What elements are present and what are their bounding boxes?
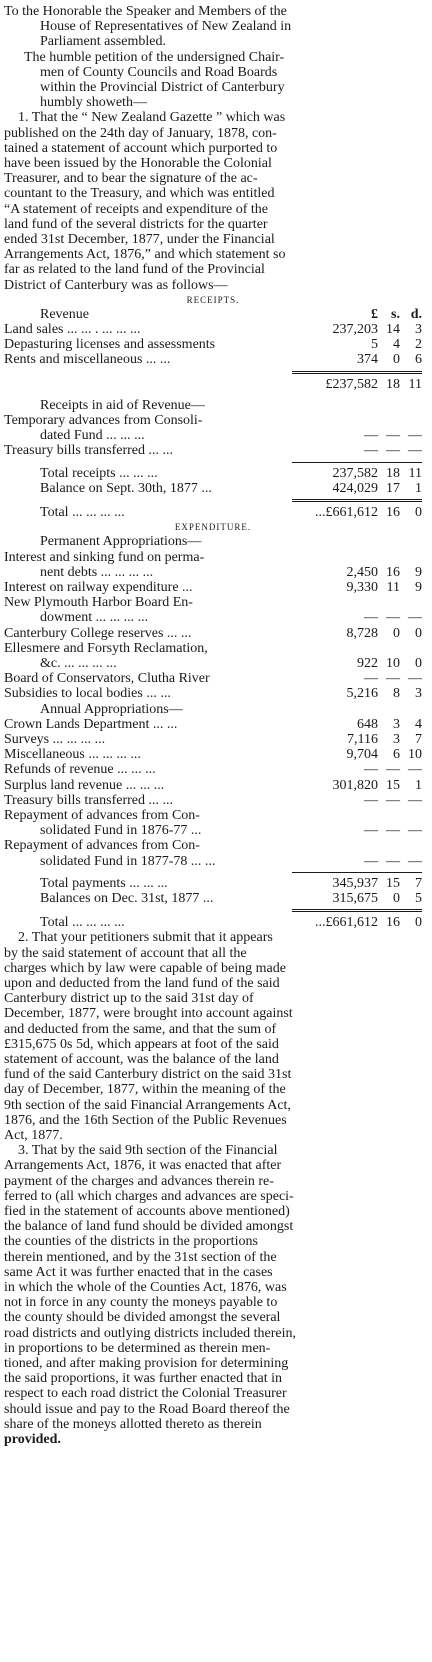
row-pence: 3 [415, 322, 422, 338]
row-shillings: 14 [386, 322, 400, 338]
text-line: charges which by law were capable of being made [4, 960, 286, 976]
grand-total-row [4, 915, 422, 930]
text-line: statement of account, was the balance of the land [4, 1052, 279, 1067]
column-header-row [4, 307, 422, 322]
table-row [4, 671, 422, 686]
row-shillings: 16 [386, 505, 400, 521]
total-row [4, 876, 422, 891]
table-row [4, 352, 422, 367]
receipts-aid-heading: Receipts in aid of Revenue— [40, 397, 205, 413]
row-pounds: 345,937 [332, 875, 378, 891]
permanent-heading: Permanent Appropriations— [40, 534, 202, 550]
row-shillings: 4 [393, 337, 400, 353]
row-label: Miscellaneous ... ... ... ... [4, 747, 141, 763]
table-row [4, 580, 422, 595]
row-pounds: 9,704 [346, 747, 378, 763]
row-label: nent debts ... ... ... ... [40, 564, 154, 580]
total-rule [292, 909, 422, 912]
row-shillings: — [386, 443, 400, 459]
row-pence: 9 [415, 564, 422, 580]
row-shillings: — [386, 671, 400, 687]
row-pence: 2 [415, 337, 422, 353]
row-shillings: 16 [386, 564, 400, 580]
address-line: To the Honorable the Speaker and Members of the [4, 4, 287, 19]
total-rule [292, 872, 422, 873]
text-line: the county should be divided amongst the several [4, 1310, 281, 1326]
row-pounds: 8,728 [346, 625, 378, 641]
row-pounds: 237,203 [332, 322, 378, 338]
text-line: Treasurer, and to bear the signature of the ac- [4, 171, 258, 187]
row-label: Subsidies to local bodies ... ... [4, 686, 171, 702]
row-pounds: — [364, 762, 378, 778]
text-line: respect to each road district the Colonial Treasurer [4, 1386, 287, 1402]
row-shillings: 17 [386, 480, 400, 496]
text-line: the said proportions, it was further enacted that in [4, 1371, 282, 1387]
row-shillings: 10 [386, 655, 400, 671]
text-line: 2. That your petitioners submit that it appears [18, 930, 273, 946]
subtotal-pounds: £237,582 [325, 376, 378, 392]
row-label: Repayment of advances from Con- [4, 838, 200, 854]
table-row [4, 838, 422, 853]
row-label: solidated Fund in 1877-78 ... ... [40, 853, 216, 869]
text-line: the counties of the districts in the proportions [4, 1234, 258, 1250]
row-pence: 3 [415, 686, 422, 702]
row-pounds: — [364, 428, 378, 444]
row-pence: 4 [415, 716, 422, 732]
expenditure-table [4, 534, 422, 930]
table-row [4, 610, 422, 625]
row-label: New Plymouth Harbor Board En- [4, 595, 193, 611]
intro-line: within the Provincial District of Canterbury [40, 80, 285, 96]
table-row [4, 565, 422, 580]
total-row [4, 891, 422, 906]
text-line: 1. That the “ New Zealand Gazette ” which was [18, 110, 286, 126]
row-pence: 5 [415, 890, 422, 906]
table-row [4, 595, 422, 610]
text-line: 1876, and the 16th Section of the Public Revenues [4, 1112, 287, 1128]
row-shillings: 6 [393, 747, 400, 763]
total-rule [292, 499, 422, 502]
row-label: Depasturing licenses and assessments [4, 337, 216, 353]
row-label: dated Fund ... ... ... [40, 428, 145, 444]
row-pence: 7 [415, 875, 422, 891]
table-row [4, 337, 422, 352]
row-pence: — [408, 762, 422, 778]
paragraph-1 [4, 110, 422, 292]
row-pounds: — [364, 443, 378, 459]
table-row [4, 793, 422, 808]
text-line: share of the moneys allotted thereto as therein [4, 1416, 262, 1432]
table-row [4, 747, 422, 762]
row-shillings: 0 [393, 890, 400, 906]
row-pence: — [408, 823, 422, 839]
text-line: and deducted from the same, and that the sum of [4, 1021, 277, 1037]
row-pence: 0 [415, 625, 422, 641]
text-line: by the said statement of account that all the [4, 945, 247, 961]
text-line: 9th section of the said Financial Arrangements Act, [4, 1097, 291, 1113]
table-row [4, 732, 422, 747]
row-shillings: 0 [393, 352, 400, 368]
pounds-header: £ [371, 306, 378, 322]
row-pounds: 2,450 [346, 564, 378, 580]
pence-header: d. [410, 306, 422, 322]
row-label: &c. ... ... ... ... [40, 655, 117, 671]
text-line: payment of the charges and advances therein re- [4, 1173, 274, 1189]
text-line: Act, 1877. [4, 1128, 63, 1144]
text-line: December, 1877, were brought into account against [4, 1006, 293, 1022]
table-row [4, 443, 422, 458]
row-pence: 1 [415, 480, 422, 496]
text-line: road districts and outlying districts included therein, [4, 1325, 296, 1341]
row-shillings: — [386, 853, 400, 869]
row-pence: 1 [415, 777, 422, 793]
row-label: Board of Conservators, Clutha River [4, 671, 210, 687]
row-pounds: 648 [357, 716, 378, 732]
row-label: Interest on railway expenditure ... [4, 579, 193, 595]
section-heading [4, 702, 422, 717]
text-line: ended 31st December, 1877, under the Financial [4, 232, 275, 248]
text-line: upon and deducted from the land fund of the said [4, 975, 280, 991]
text-line: Arrangements Act, 1876,” and which statement so [4, 247, 286, 263]
row-label: Balance on Sept. 30th, 1877 ... [40, 480, 212, 496]
row-label: Rents and miscellaneous ... ... [4, 352, 171, 368]
row-pounds: 922 [357, 655, 378, 671]
intro-line: The humble petition of the undersigned Chair- [24, 49, 285, 65]
row-label: Treasury bills transferred ... ... [4, 443, 174, 459]
row-shillings: 3 [393, 731, 400, 747]
address-line: House of Representatives of New Zealand in [40, 19, 292, 35]
text-line: tioned, and after making provision for determining [4, 1356, 289, 1372]
row-label: dowment ... ... ... ... [40, 610, 149, 626]
row-shillings: — [386, 792, 400, 808]
text-line: “A statement of receipts and expenditure of the [4, 201, 268, 217]
row-pounds: 374 [357, 352, 378, 368]
text-line: tained a statement of account which purported to [4, 140, 278, 156]
row-shillings: — [386, 762, 400, 778]
row-shillings: 18 [386, 465, 400, 481]
row-pence: — [408, 610, 422, 626]
row-label: Refunds of revenue ... ... ... [4, 762, 156, 778]
receipts-heading: RECEIPTS. [186, 294, 240, 305]
row-shillings: 11 [386, 579, 400, 595]
table-row [4, 641, 422, 656]
row-label: Total ... ... ... ... [40, 915, 125, 931]
row-pounds: 301,820 [332, 777, 378, 793]
table-row [4, 854, 422, 869]
text-line: land fund of the several districts for the quarter [4, 216, 268, 232]
address-line: Parliament assembled. [40, 34, 166, 50]
row-label: solidated Fund in 1876-77 ... [40, 823, 202, 839]
text-line: fund of the said Canterbury district on the said 31st [4, 1067, 292, 1083]
row-pence: 0 [415, 505, 422, 521]
row-label: Repayment of advances from Con- [4, 807, 200, 823]
text-line: Canterbury district up to the said 31st day of [4, 991, 254, 1007]
row-label: Surveys ... ... ... ... [4, 731, 106, 747]
row-label: Crown Lands Department ... ... [4, 716, 178, 732]
row-label: Ellesmere and Forsyth Reclamation, [4, 640, 208, 656]
annual-heading: Annual Appropriations— [40, 701, 183, 717]
section-heading [4, 534, 422, 549]
text-line: in which the whole of the Counties Act, 1876, was [4, 1280, 287, 1296]
text-line: therein mentioned, and by the 31st section of the [4, 1249, 277, 1265]
text-line: same Act it was further enacted that in the cases [4, 1264, 273, 1280]
table-row [4, 413, 422, 428]
row-pence: 11 [408, 465, 422, 481]
subtotal-row [4, 377, 422, 392]
row-label: Treasury bills transferred ... ... [4, 792, 174, 808]
row-pounds: 9,330 [346, 579, 378, 595]
row-label: Balances on Dec. 31st, 1877 ... [40, 890, 214, 906]
table-row [4, 656, 422, 671]
row-pounds: ...£661,612 [315, 915, 378, 931]
row-pence: 9 [415, 579, 422, 595]
row-pence: 6 [415, 352, 422, 368]
row-shillings: 8 [393, 686, 400, 702]
row-pence: — [408, 792, 422, 808]
row-pounds: — [364, 823, 378, 839]
text-line: District of Canterbury was as follows— [4, 277, 228, 293]
row-pounds: ...£661,612 [315, 505, 378, 521]
row-label: Total ... ... ... ... [40, 505, 125, 521]
row-shillings: 0 [393, 625, 400, 641]
text-line: ferred to (all which charges and advances are speci- [4, 1188, 294, 1204]
table-row [4, 686, 422, 701]
expenditure-heading: EXPENDITURE. [174, 522, 252, 533]
row-pence: 0 [415, 655, 422, 671]
intro-line: men of County Councils and Road Boards [40, 64, 278, 80]
row-pence: — [408, 443, 422, 459]
row-shillings: 15 [386, 777, 400, 793]
table-row [4, 808, 422, 823]
section-heading [4, 398, 422, 413]
text-line: should issue and pay to the Road Board thereof the [4, 1401, 290, 1417]
total-rule [292, 462, 422, 463]
text-line: countant to the Treasury, and which was entitled [4, 186, 275, 202]
intro-line: humbly showeth— [40, 95, 147, 111]
paragraph-3 [4, 1143, 422, 1447]
intro-block [4, 50, 422, 111]
row-pounds: — [364, 671, 378, 687]
subtotal-shillings: 18 [386, 376, 400, 392]
text-line: in proportions to be determined as therein men- [4, 1340, 271, 1356]
row-pounds: 237,582 [332, 465, 378, 481]
row-pounds: 315,675 [332, 890, 378, 906]
revenue-header: Revenue [40, 306, 89, 322]
row-label: Canterbury College reserves ... ... [4, 625, 192, 641]
grand-total-row [4, 505, 422, 520]
row-label: Land sales ... ... . ... ... ... [4, 322, 141, 338]
text-line: 3. That by the said 9th section of the Financial [18, 1143, 278, 1159]
row-pounds: — [364, 792, 378, 808]
text-line: Arrangements Act, 1876, it was enacted that after [4, 1158, 282, 1174]
table-row [4, 717, 422, 732]
row-shillings: 3 [393, 716, 400, 732]
text-line: far as related to the land fund of the Provincial [4, 262, 265, 278]
subtotal-pence: 11 [408, 376, 422, 392]
row-pounds: — [364, 610, 378, 626]
row-shillings: — [386, 428, 400, 444]
row-pounds: 424,029 [332, 480, 378, 496]
row-shillings: 16 [386, 915, 400, 931]
total-rule [292, 371, 422, 374]
total-row [4, 481, 422, 496]
text-line: fied in the statement of accounts above mentioned) [4, 1204, 290, 1220]
row-shillings: 15 [386, 875, 400, 891]
paragraph-2 [4, 930, 422, 1143]
row-pence: — [408, 853, 422, 869]
row-pence: 0 [415, 915, 422, 931]
address-block [4, 4, 422, 50]
row-pounds: 5,216 [346, 686, 378, 702]
row-label: Total receipts ... ... ... [40, 465, 158, 481]
text-line: day of December, 1877, within the meaning of the [4, 1082, 286, 1098]
table-row [4, 823, 422, 838]
text-line: not in force in any county the moneys payable to [4, 1295, 278, 1311]
text-line: have been issued by the Honorable the Colonial [4, 156, 272, 172]
table-row [4, 322, 422, 337]
row-label: Surplus land revenue ... ... ... [4, 777, 165, 793]
row-pence: — [408, 671, 422, 687]
row-pounds: 5 [371, 337, 378, 353]
table-row [4, 626, 422, 641]
row-label: Temporary advances from Consoli- [4, 413, 203, 429]
row-pounds: 7,116 [347, 731, 378, 747]
shillings-header: s. [391, 306, 400, 322]
row-shillings: — [386, 823, 400, 839]
row-label: Total payments ... ... ... [40, 875, 168, 891]
row-pence: — [408, 428, 422, 444]
receipts-table [4, 307, 422, 520]
text-line: £315,675 0s 5d, which appears at foot of the said [4, 1036, 279, 1052]
total-row [4, 466, 422, 481]
row-label: Interest and sinking fund on perma- [4, 549, 205, 565]
text-line: provided. [4, 1432, 61, 1448]
row-pence: 10 [408, 747, 422, 763]
table-row [4, 778, 422, 793]
table-row [4, 550, 422, 565]
table-row [4, 762, 422, 777]
table-row [4, 428, 422, 443]
text-line: published on the 24th day of January, 1878, con- [4, 125, 277, 141]
row-shillings: — [386, 610, 400, 626]
row-pence: 7 [415, 731, 422, 747]
row-pounds: — [364, 853, 378, 869]
text-line: the balance of land fund should be divided amongst [4, 1219, 294, 1235]
